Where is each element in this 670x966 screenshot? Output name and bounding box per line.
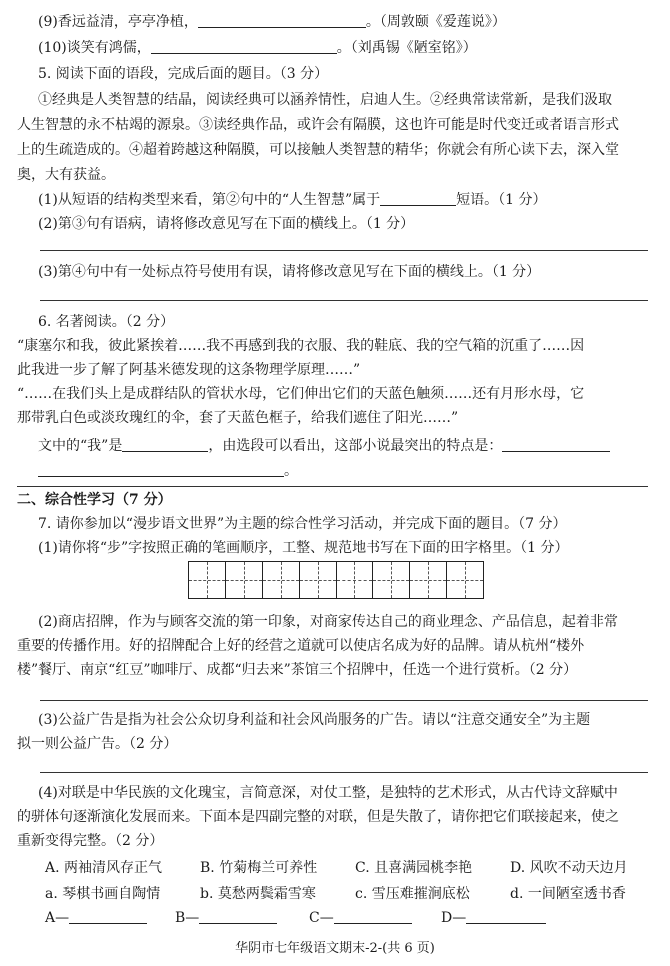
- page-footer: 华阴市七年级语文期末-2-(共 6 页): [235, 941, 435, 956]
- question-6-ask: 文中的“我”是 ，由选段可以看出，这部小说最突出的特点是：: [38, 436, 610, 456]
- grid-cell[interactable]: [300, 562, 337, 598]
- question-5-3: (3)第④句中有一处标点符号使用有误，请将修改意见写在下面的横线上。（1 分）: [38, 264, 541, 280]
- section-2-heading: 二、综合性学习（7 分）: [17, 492, 172, 508]
- couplet-lower-option: d. 一间陋室透书香: [510, 886, 626, 902]
- answer-blank[interactable]: [199, 908, 277, 924]
- excerpt-line: 此我进一步了解了阿基米德发现的这条物理学原理……”: [17, 362, 361, 378]
- answer-line[interactable]: [40, 300, 648, 301]
- couplet-upper-option: C. 且喜满园桃李艳: [355, 860, 473, 876]
- couplet-lower-option: a. 琴棋书画自陶情: [45, 886, 161, 902]
- grid-cell[interactable]: [226, 562, 263, 598]
- excerpt-line: “……在我们头上是成群结队的管状水母，它们伸出它们的天蓝色触须……还有月形水母，它: [17, 386, 585, 402]
- match-answer-d: D—: [441, 908, 546, 926]
- question-7-title: 7. 请你参加以“漫步语文世界”为主题的综合性学习活动，并完成下面的题目。（7 分）: [38, 516, 567, 532]
- grid-cell[interactable]: [337, 562, 374, 598]
- section-divider: [17, 486, 648, 487]
- grid-cell[interactable]: [373, 562, 410, 598]
- answer-blank[interactable]: [334, 908, 412, 924]
- question-5-1: (1)从短语的结构类型来看，第②句中的“人生智慧”属于 短语。（1 分）: [38, 192, 547, 208]
- grid-cell[interactable]: [447, 562, 483, 598]
- passage-5-line: ①经典是人类智慧的结晶，阅读经典可以涵养情性，启迪人生。②经典常读常新，是我们汲取: [38, 92, 612, 108]
- excerpt-line: 那带乳白色或淡玫瑰红的伞，套了天蓝色框子，给我们遮住了阳光……”: [17, 410, 459, 426]
- passage-5-line: 人生智慧的永不枯竭的源泉。③读经典作品，或许会有隔膜，这也许可能是时代变迁或者语言形式: [17, 117, 619, 133]
- question-6-title: 6. 名著阅读。（2 分）: [38, 314, 175, 330]
- couplet-lower-option: b. 莫愁两鬓霜雪寒: [200, 886, 316, 902]
- answer-blank[interactable]: [69, 908, 147, 924]
- couplet-upper-option: A. 两袖清风存正气: [45, 860, 163, 876]
- question-5-2: (2)第③句有语病，请将修改意见写在下面的横线上。（1 分）: [38, 216, 415, 232]
- question-7-2-line: 重要的传播作用。好的招牌配合上好的经营之道就可以使店名成为好的品牌。请从杭州“楼外: [17, 638, 585, 654]
- answer-blank[interactable]: [502, 436, 610, 452]
- answer-blank[interactable]: [198, 12, 366, 28]
- couplet-upper-option: D. 风吹不动天边月: [510, 860, 628, 876]
- couplet-lower-option: c. 雪压难摧涧底松: [355, 886, 470, 902]
- poem-fill-9: (9)香远益清，亭亭净植， 。（周敦颐《爱莲说》）: [38, 14, 506, 30]
- passage-5-line: 上的生疏造成的。④超着跨越这种隔膜，可以接触人类智慧的精华；你就会有所心读下去，深入堂: [17, 142, 619, 158]
- answer-blank[interactable]: [38, 461, 284, 477]
- question-7-4-line: (4)对联是中华民族的文化瑰宝，言简意深，对仗工整，是独特的艺术形式，从古代诗文辞赋中: [38, 785, 618, 801]
- question-7-2-line: 楼”餐厅、南京“红豆”咖啡厅、成都“归去来”茶馆三个招牌中，任选一个进行赏析。（2 分）: [17, 662, 578, 678]
- answer-line[interactable]: [40, 250, 648, 251]
- question-7-4-line: 重新变得完整。（2 分）: [17, 833, 164, 849]
- match-answer-b: B—: [175, 908, 277, 926]
- passage-5-line: 奥，大有获益。: [17, 167, 115, 183]
- answer-blank[interactable]: [466, 908, 546, 924]
- answer-blank[interactable]: [380, 190, 456, 206]
- poem-fill-10: (10)谈笑有鸿儒， 。（刘禹锡《陋室铭》）: [38, 40, 477, 56]
- answer-blank[interactable]: [151, 38, 337, 54]
- question-7-2-line: (2)商店招牌，作为与顾客交流的第一印象，对商家传达自己的商业理念、产品信息，起着非常: [38, 614, 618, 630]
- question-5-title: 5. 阅读下面的语段，完成后面的题目。（3 分）: [38, 66, 329, 82]
- match-answer-a: A—: [45, 908, 147, 926]
- answer-line[interactable]: [40, 772, 648, 773]
- grid-cell[interactable]: [189, 562, 226, 598]
- couplet-upper-option: B. 竹菊梅兰可养性: [200, 860, 318, 876]
- question-6-ask-cont: 。: [38, 461, 298, 481]
- question-7-3-line: (3)公益广告是指为社会公众切身利益和社会风尚服务的广告。请以“注意交通安全”为主题: [38, 712, 591, 728]
- question-7-3-line: 拟一则公益广告。（2 分）: [17, 736, 178, 752]
- grid-cell[interactable]: [263, 562, 300, 598]
- tianzige-grid[interactable]: [188, 561, 484, 599]
- grid-cell[interactable]: [410, 562, 447, 598]
- excerpt-line: “康塞尔和我，彼此紧挨着……我不再感到我的衣服、我的鞋底、我的空气箱的沉重了……因: [17, 338, 585, 354]
- question-7-4-line: 的骈体句逐渐演化发展而来。下面本是四副完整的对联，但是失散了，请你把它们联接起来，使之: [17, 809, 619, 825]
- question-7-1: (1)请你将“步”字按照正确的笔画顺序，工整、规范地书写在下面的田字格里。（1 分）: [38, 540, 569, 556]
- match-answer-c: C—: [309, 908, 412, 926]
- answer-line[interactable]: [40, 700, 648, 701]
- answer-blank[interactable]: [122, 436, 208, 452]
